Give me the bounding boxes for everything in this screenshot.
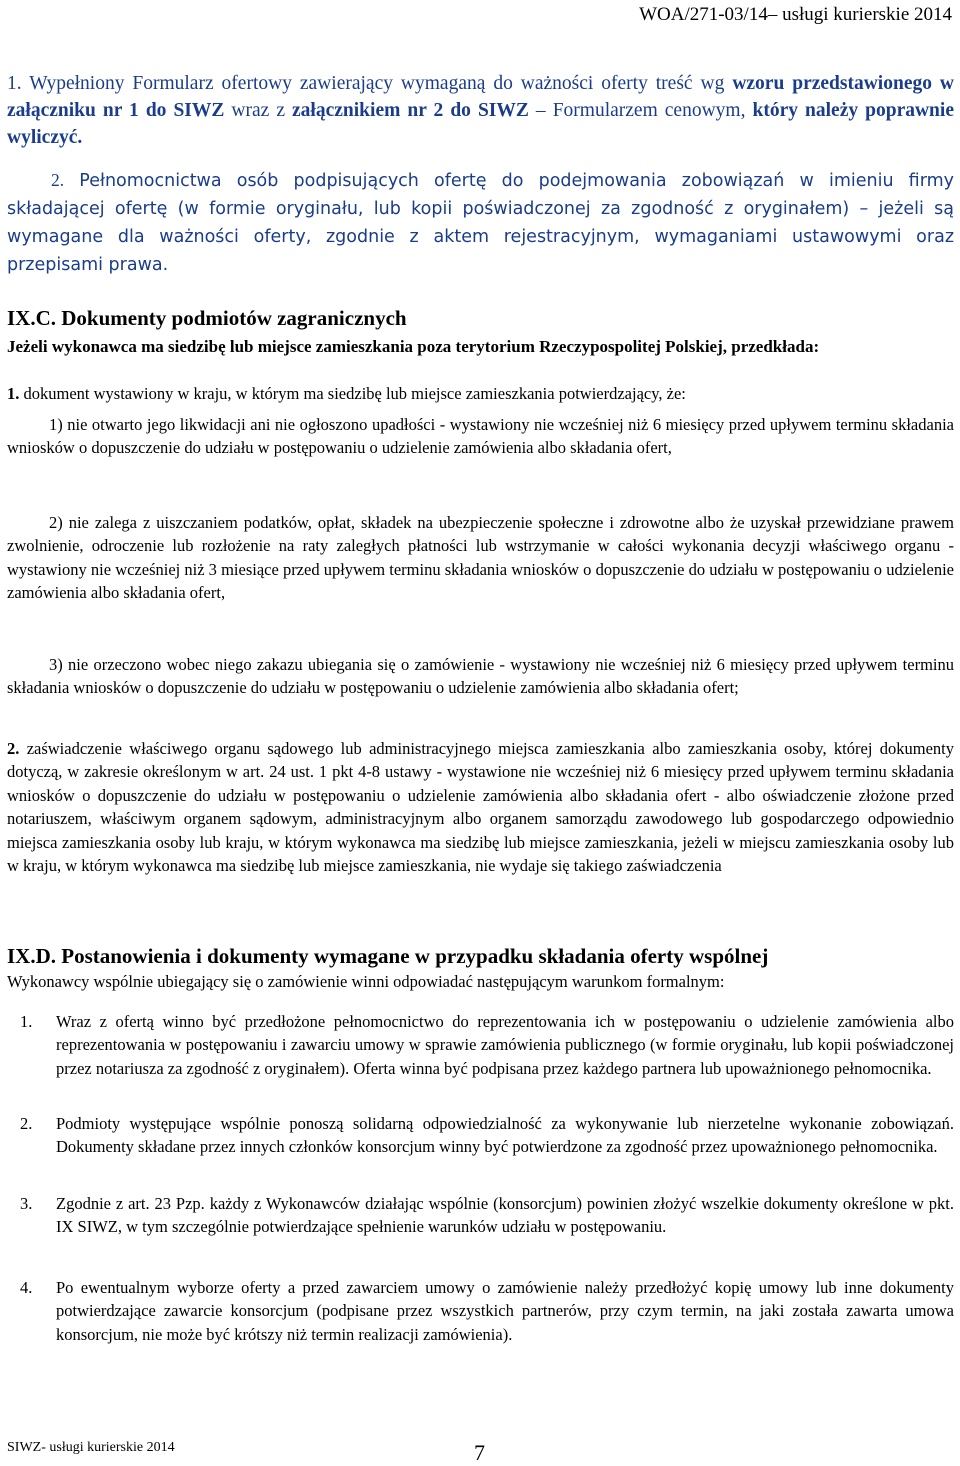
paragraph-text: dokument wystawiony w kraju, w którym ma siedzibę lub miejsce zamieszkania potwierdzający, że: [23, 384, 686, 403]
paragraph-number: 1. [7, 384, 20, 403]
document-reference-header: WOA/271-03/14– usługi kurierskie 2014 [639, 4, 952, 25]
requirement-item-2 [7, 166, 954, 279]
list-item-text: Zgodnie z art. 23 Pzp. każdy z Wykonawców działając wspólnie (konsorcjum) powinien złożyć wszelkie dokumenty określone w pkt. IX SIWZ, w tym szczególnie potwierdzające spełnienie warunków udziału w postępowaniu. [56, 1194, 954, 1237]
requirement-item-1 [7, 70, 954, 151]
paragraph-2 [7, 737, 954, 877]
list-item [20, 1276, 954, 1346]
item-number: 1. [7, 73, 22, 94]
sub-item-2: 2) nie zalega z uiszczaniem podatków, opłat, składek na ubezpieczenie społeczne i zdrowotne albo że uzyskał przewidziane prawem zwolnienie, odroczenie lub rozłożenie na raty zaległych płatności lub wstrzymanie w całości wykonania decyzji właściwego organu - wystawiony nie wcześniej niż 3 miesiące przed upływem terminu składania wniosków o dopuszczenie do udziału w postępowaniu o udzielenie zamówienia albo składania ofert, [7, 513, 954, 603]
item-text-bold: wzoru przedstawionego w załączniku nr 1 do SIWZ [7, 73, 955, 121]
section-title: IX.D. Postanowienia i dokumenty wymagane w przypadku składania oferty wspólnej [7, 944, 769, 968]
section-title: IX.C. Dokumenty podmiotów zagranicznych [7, 306, 407, 330]
section-subtitle: Jeżeli wykonawca ma siedzibę lub miejsce zamieszkania poza terytorium Rzeczypospolitej Polskiej, przedkłada: [7, 337, 820, 356]
paragraph-number: 2. [7, 739, 20, 758]
list-item-number: 1. [20, 1012, 33, 1031]
list-item [20, 1112, 954, 1159]
item-text: Wypełniony Formularz ofertowy zawierający wymaganą do ważności oferty treść wg [29, 73, 725, 94]
paragraph-1 [7, 382, 954, 405]
item-text: Pełnomocnictwa osób podpisujących ofertę do podejmowania zobowiązań w imieniu firmy składającej ofertę (w formie oryginału, lub kopii poświadczonej za zgodność z oryginałem) – jeżeli są wymagane dla ważności oferty, zgodnie z aktem rejestracyjnym, wymaganiami ustawowymi oraz przepisami prawa. [7, 171, 954, 275]
item-text: wraz z [231, 100, 285, 121]
page-number: 7 [474, 1440, 485, 1465]
list-item-text: Po ewentualnym wyborze oferty a przed zawarciem umowy o zamówienie należy przedłożyć kopię umowy lub inne dokumenty potwierdzające zawarcie konsorcjum (podpisane przez wszystkich partnerów, przy czym termin, na jaki została zawarta umowa konsorcjum, nie może być krótszy niż termin realizacji zamówienia). [56, 1278, 954, 1344]
list-item-text: Wraz z ofertą winno być przedłożone pełnomocnictwo do reprezentowania ich w postępowaniu o udzielenie zamówienia albo reprezentowania w postępowaniu i zawarciu umowy w sprawie zamówienia publicznego (w formie oryginału, lub kopii poświadczonej przez notariusza za zgodność z oryginałem). Oferta winna być podpisana przez każdego partnera lub upoważnionego pełnomocnika. [56, 1012, 954, 1078]
item-text: – Formularzem cenowym, [535, 100, 746, 121]
list-item-number: 2. [20, 1114, 33, 1133]
sub-item-1: 1) nie otwarto jego likwidacji ani nie ogłoszono upadłości - wystawiony nie wcześniej niż 6 miesięcy przed upływem terminu składania wniosków o dopuszczenie do udziału w postępowaniu o udzielenie zamówienia albo składania ofert, [7, 415, 954, 458]
section-subtitle: Wykonawcy wspólnie ubiegający się o zamówienie winni odpowiadać następującym warunkom formalnym: [7, 972, 725, 991]
list-item-text: Podmioty występujące wspólnie ponoszą solidarną odpowiedzialność za wykonywanie lub nierzetelne wykonanie zobowiązań. Dokumenty składane przez innych członków konsorcjum winny być potwierdzone za zgodność przez upoważnionego pełnomocnika. [56, 1114, 954, 1157]
list-item-number: 3. [20, 1194, 33, 1213]
list-item [20, 1192, 954, 1239]
sub-item-3: 3) nie orzeczono wobec niego zakazu ubiegania się o zamówienie - wystawiony nie wcześniej niż 6 miesięcy przed upływem terminu składania wniosków o dopuszczenie do udziału w postępowaniu o udzielenie zamówienia albo składania ofert; [7, 655, 954, 698]
list-item-number: 4. [20, 1278, 33, 1297]
paragraph-text: zaświadczenie właściwego organu sądowego lub administracyjnego miejsca zamieszkania albo zamieszkania osoby, której dokumenty dotyczą, w zakresie określonym w art. 24 ust. 1 pkt 4-8 ustawy - wystawione nie wcześniej niż 6 miesięcy przed upływem terminu składania wniosków o dopuszczenie do udziału w postępowaniu o udzielenie zamówienia albo składania ofert - albo oświadczenie złożone przed notariuszem, właściwym organem sądowym, administracyjnym albo organem samorządu zawodowego lub gospodarczego odpowiednio miejsca zamieszkania osoby lub kraju, w którym wykonawca ma siedzibę lub miejsce zamieszkania, jeżeli w miejscu zamieszkania osoby lub w kraju, w którym wykonawca ma siedzibę lub miejsce zamieszkania, nie wydaje się takiego zaświadczenia [7, 739, 954, 876]
item-number: 2. [51, 170, 65, 190]
item-text-bold: załącznikiem nr 2 do SIWZ [292, 100, 529, 121]
footer-label: SIWZ- usługi kurierskie 2014 [7, 1440, 175, 1455]
list-item [20, 1010, 954, 1080]
item-text-bold: który należy poprawnie wyliczyć. [7, 100, 954, 148]
